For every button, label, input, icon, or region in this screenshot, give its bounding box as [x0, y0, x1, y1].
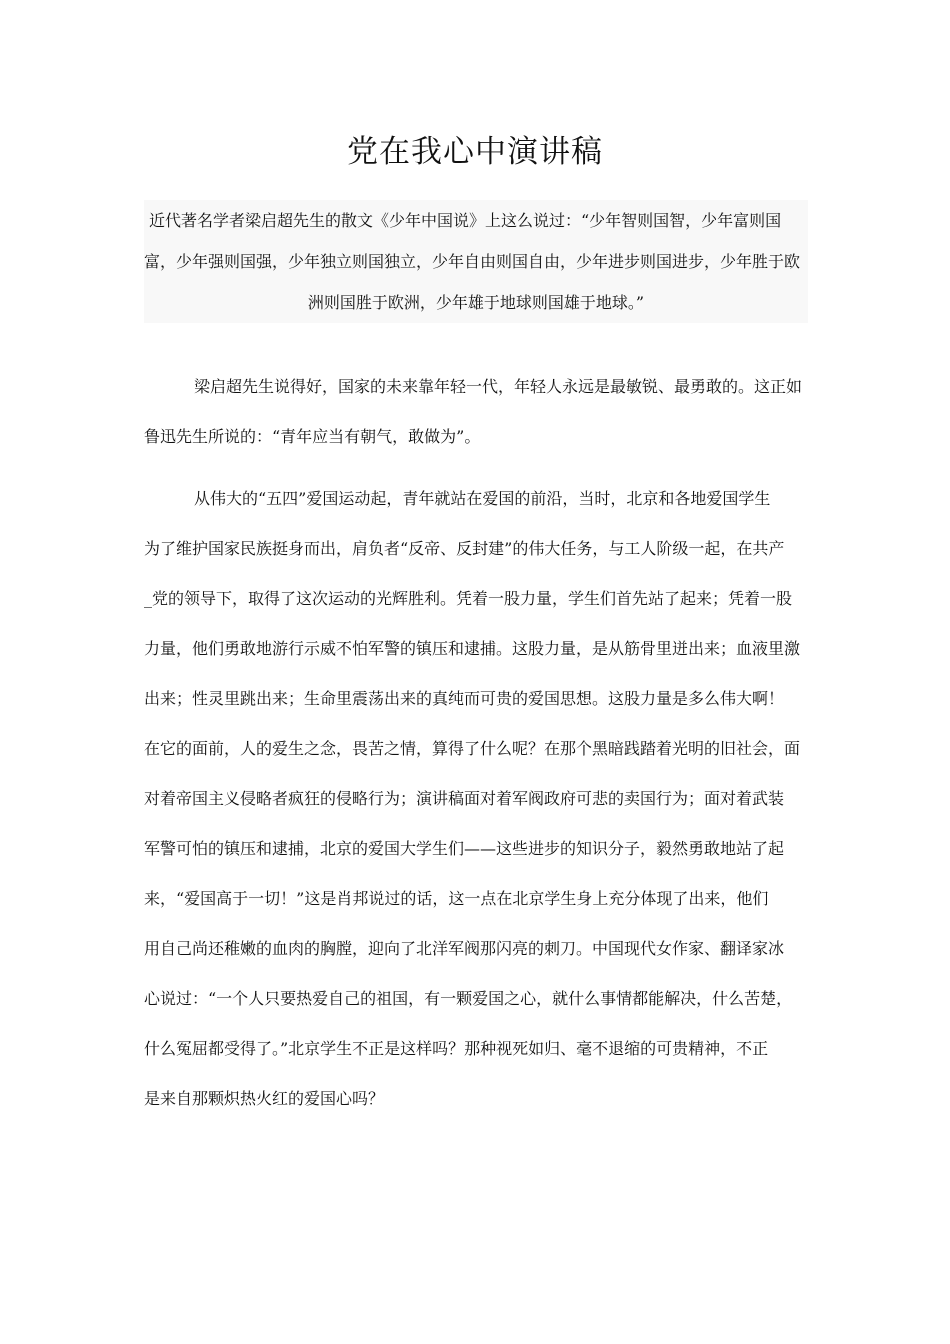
- paragraph-line: 梁启超先生说得好，国家的未来靠年轻一代，年轻人永远是最敏锐、最勇敢的。这正如: [194, 377, 803, 396]
- paragraph-line: 对着帝国主义侵略者疯狂的侵略行为；演讲稿面对着军阀政府可悲的卖国行为；面对着武装: [144, 789, 785, 808]
- paragraph-line: 在它的面前，人的爱生之念，畏苦之情，算得了什么呢？在那个黑暗践踏着光明的旧社会，面: [144, 739, 801, 758]
- paragraph-line: 什么冤屈都受得了。”北京学生不正是这样吗？那种视死如归、毫不退缩的可贵精神，不正: [144, 1039, 769, 1058]
- paragraph-1: [144, 362, 808, 462]
- paragraph-line: 鲁迅先生所说的：“青年应当有朝气，敢做为”。: [144, 427, 481, 446]
- paragraph-line: 来，“爱国高于一切！”这是肖邦说过的话，这一点在北京学生身上充分体现了出来，他们: [144, 889, 769, 908]
- quote-line: 洲则国胜于欧洲，少年雄于地球则国雄于地球。”: [307, 293, 645, 312]
- paragraph-line: _党的领导下，取得了这次运动的光辉胜利。凭着一股力量，学生们首先站了起来；凭着一股: [144, 589, 793, 608]
- paragraph-line: 出来；性灵里跳出来；生命里震荡出来的真纯而可贵的爱国思想。这股力量是多么伟大啊！: [144, 689, 785, 708]
- quote-line: 近代著名学者梁启超先生的散文《少年中国说》上这么说过：“少年智则国智，少年富则国: [149, 211, 782, 230]
- paragraph-line: 用自己尚还稚嫩的血肉的胸膛，迎向了北洋军阀那闪亮的刺刀。中国现代女作家、翻译家冰: [144, 939, 785, 958]
- quote-line: 富，少年强则国强，少年独立则国独立，少年自由则国自由，少年进步则国进步，少年胜于欧: [144, 252, 801, 271]
- paragraph-2: [144, 474, 808, 1124]
- paragraph-line: 是来自那颗炽热火红的爱国心吗？: [144, 1089, 385, 1108]
- paragraph-line: 心说过：“一个人只要热爱自己的祖国，有一颗爱国之心，就什么事情都能解决，什么苦楚，: [144, 989, 793, 1008]
- paragraph-line: 为了维护国家民族挺身而出，肩负者“反帝、反封建”的伟大任务，与工人阶级一起，在共产: [144, 539, 785, 558]
- paragraph-line: 力量，他们勇敢地游行示威不怕军警的镇压和逮捕。这股力量，是从筋骨里迸出来；血液里激: [144, 639, 801, 658]
- document-title: 党在我心中演讲稿: [347, 134, 603, 170]
- paragraph-line: 从伟大的“五四”爱国运动起，青年就站在爱国的前沿，当时，北京和各地爱国学生: [194, 489, 771, 508]
- quote-block: [144, 200, 808, 323]
- paragraph-line: 军警可怕的镇压和逮捕，北京的爱国大学生们——这些进步的知识分子，毅然勇敢地站了起: [144, 839, 785, 858]
